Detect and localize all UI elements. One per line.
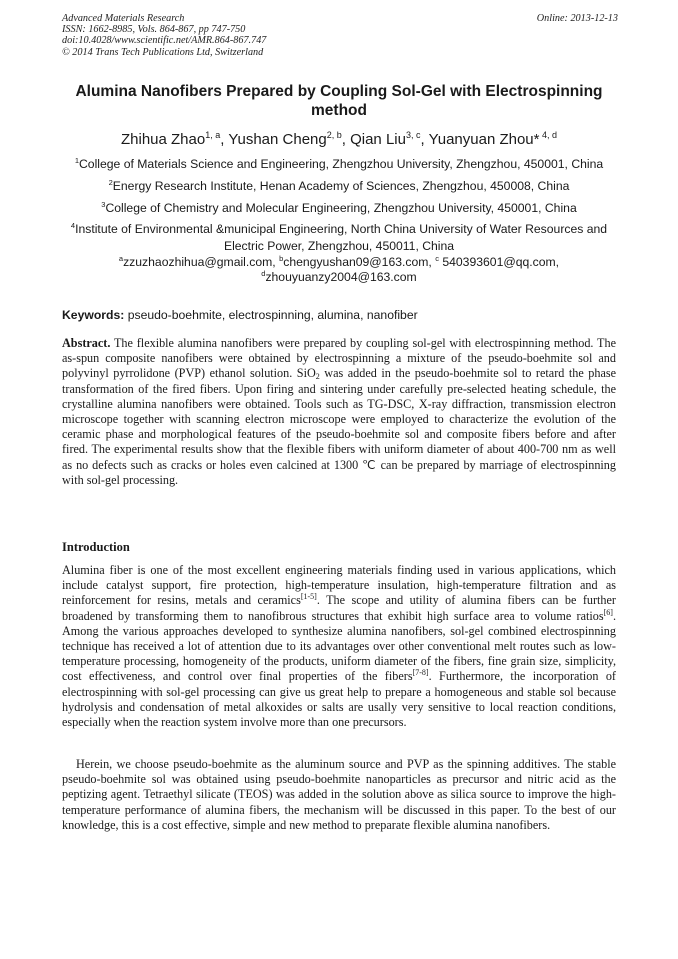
affiliation-3: [62, 200, 616, 217]
abstract-text: was added in the pseudo-boehmite sol to retard the phase transformation of the fired fibers. Upon firing and sintering under carefully pre-selected heating schedule, the crystalline alumina nanofibers were obtained. Tools such as TG-DSC, X-ray diffraction, transmission electron microscope together with scanning electron microscope were employed to characterize the evolution of the ceramic phase and morphological features of the pseudo-boehmite sol and composite fibers before and after fired. The experimental results show that the flexible fibers with uniform diameter of about 400-700 nm as well as no defects such as cracks or holes even calcined at 1300 ℃ can be prepared by marriage of electrospinning with sol-gel processing.: [62, 366, 617, 487]
affiliation-number: 1: [74, 156, 79, 165]
affiliation-text: Energy Research Institute, Henan Academy of Sciences, Zhengzhou, 450008, China: [112, 179, 570, 193]
abstract-subscript: 2: [315, 372, 320, 382]
online-date: Online: 2013-12-13: [536, 13, 618, 24]
author-list: [62, 131, 616, 149]
paragraph-text: Alumina fiber is one of the most excellent engineering materials finding used in various applications, which include catalyst support, fire protection, high-temperature insulation, high-temperature filtration and as reinforcement for resins, metals and ceramics: [62, 563, 616, 608]
email-b[interactable]: chengyushan09@163.com,: [283, 255, 436, 269]
author-separator: ,: [420, 131, 429, 148]
journal-header: [62, 13, 618, 58]
introduction-paragraph-1: [62, 563, 616, 730]
affiliation-number: 3: [101, 200, 106, 209]
author-affiliation-mark: 1, a: [205, 130, 221, 140]
author-affiliation-mark: 3, c: [405, 130, 421, 140]
email-d[interactable]: zhouyuanzy2004@163.com: [265, 270, 417, 284]
author-separator: ,: [220, 131, 229, 148]
keywords: [62, 308, 616, 323]
affiliation-text: College of Materials Science and Engineering, Zhengzhou University, Zhengzhou, 450001, China: [79, 157, 604, 171]
author-affiliation-mark: 2, b: [326, 130, 342, 140]
issn-line: ISSN: 1662-8985, Vols. 864-867, pp 747-750: [62, 24, 246, 36]
abstract-text: The flexible alumina nanofibers were prepared by coupling sol-gel with electrospinning method. The as-spun composite nanofibers were obtained by electrospinning a mixture of the pseudo-boehmite sol and polyvinyl pyrrolidone (PVP) ethanol solution. SiO: [62, 336, 616, 381]
citation-ref[interactable]: [7-8]: [412, 668, 429, 678]
affiliation-2: [62, 178, 616, 195]
email-mark: d: [261, 269, 266, 278]
affiliation-text: Institute of Environmental &municipal Engineering, North China University of Water Resources and Electric Power, Zhengzhou, 450011, China: [75, 222, 608, 253]
affiliation-4: [62, 221, 616, 254]
copyright-line: © 2014 Trans Tech Publications Ltd, Switzerland: [62, 46, 264, 58]
email-mark: c: [435, 254, 439, 263]
introduction-heading: Introduction: [62, 540, 130, 554]
email-a[interactable]: zzuzhaozhihua@gmail.com,: [123, 255, 280, 269]
author-name: Qian Liu: [350, 131, 406, 148]
journal-name: Advanced Materials Research: [62, 13, 185, 24]
email-c[interactable]: 540393601@qq.com,: [438, 255, 560, 269]
citation-ref[interactable]: [6]: [603, 607, 613, 617]
email-list: [62, 255, 616, 285]
abstract-label: Abstract.: [62, 336, 111, 350]
citation-ref[interactable]: [1-5]: [300, 592, 317, 602]
email-mark: b: [279, 254, 284, 263]
affiliation-number: 4: [70, 221, 76, 230]
paragraph-text: . Among the various approaches developed to synthesize alumina nanofibers, sol-gel combined electrospinning technique has received a lot of attention due to its advantages over other conventional melt routes such as low-temperature processing, homogeneity of the products, uniform diameter of the fibers, fine grain size, simplicity, cost effectiveness, and control over final properties of the fibers: [62, 608, 616, 684]
author-separator: ,: [341, 131, 351, 148]
author-name: Yushan Cheng: [228, 131, 327, 148]
abstract: [62, 336, 616, 488]
author-name: Zhihua Zhao: [120, 131, 206, 148]
affiliation-text: College of Chemistry and Molecular Engineering, Zhengzhou University, 450001, China: [105, 201, 577, 215]
introduction-paragraph-2: Herein, we choose pseudo-boehmite as the aluminum source and PVP as the spinning additives. The stable pseudo-boehmite sol was obtained using pseudo-boehmite nanoparticles as precursor and nitric acid as the peptizing agent. Tetraethyl silicate (TEOS) was added in the solution above as silica source to improve the high-temperature performance of alumina fibers, the mechanism will be discussed in this paper. To the best of our knowledge, this is a cost effective, simple and new method to preparate flexible alumina nanofibers.: [62, 757, 616, 832]
paper-title: Alumina Nanofibers Prepared by Coupling Sol-Gel with Electrospinning method: [75, 83, 603, 119]
affiliation-number: 2: [108, 178, 113, 187]
keywords-label: Keywords:: [62, 308, 125, 322]
paragraph-text: . Furthermore, the incorporation of electrospinning with sol-gel processing can give us great help to prepare a homogeneous and stable sol because hydrolysis and condensation of metal alkoxides or salts are usally very sensitive to local reaction conditions, especially when the reaction system involve more than one precursors.: [62, 669, 616, 730]
affiliation-1: [62, 156, 616, 173]
paragraph-text: . The scope and utility of alumina fibers can be further broadened by transforming them to nanofibrous structures that exhibit high surface area to volume ratios: [62, 593, 616, 623]
keywords-text: pseudo-boehmite, electrospinning, alumina, nanofiber: [124, 308, 418, 322]
author-affiliation-mark: 4, d: [539, 130, 558, 140]
email-mark: a: [118, 254, 124, 263]
doi-line: doi:10.4028/www.scientific.net/AMR.864-867.747: [62, 35, 267, 47]
author-name: Yuanyuan Zhou*: [428, 131, 540, 148]
